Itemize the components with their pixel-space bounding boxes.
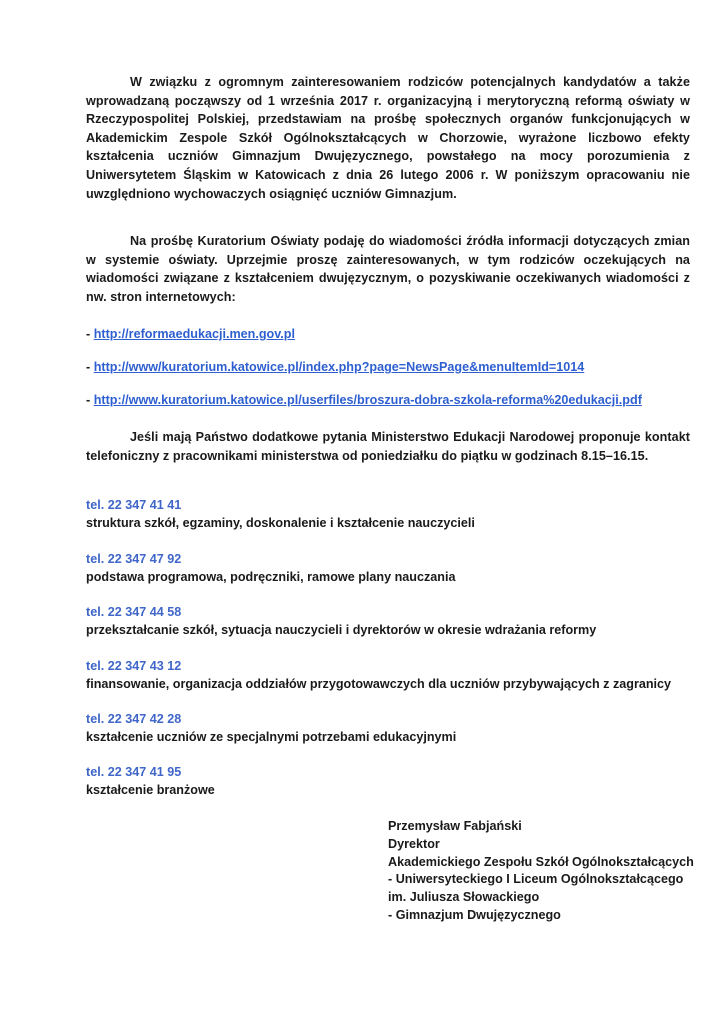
intro-paragraph <box>86 73 690 203</box>
contact-entry <box>86 710 456 746</box>
contact-entry <box>86 496 475 532</box>
signature-name: Przemysław Fabjański <box>388 819 522 833</box>
link-kuratorium-news[interactable]: http://www/kuratorium.katowice.pl/index.php?page=NewsPage&menuItemId=1014 <box>93 360 585 374</box>
intro-text: W związku z ogromnym zainteresowaniem rodziców potencjalnych kandydatów a także wprowadzaną począwszy od 1 września 2017 r. organizacyjną i merytoryczną reformą oświaty w Rzeczypospolitej Polskiej, przedstawiam na prośbę społecznych organów funkcjonujących w Akademickim Zespole Szkół Ogólnokształcących w Chorzowie, wyrażone liczbowo efekty kształcenia uczniów Gimnazjum Dwujęzycznego, powstałego na mocy porozumienia z Uniwersytetem Śląskim w Katowicach z dnia 26 lutego 2006 r. W poniższym opracowaniu nie uwzględniono wychowaczych osiągnięć uczniów Gimnazjum. <box>86 75 690 201</box>
contact-phone: tel. 22 347 41 41 <box>86 498 182 512</box>
contact-phone: tel. 22 347 41 95 <box>86 765 182 779</box>
contact-topic: finansowanie, organizacja oddziałów przygotowawczych dla uczniów przybywających z zagranicy <box>86 677 672 691</box>
contact-phone: tel. 22 347 47 92 <box>86 552 182 566</box>
contact-phone: tel. 22 347 43 12 <box>86 659 182 673</box>
questions-paragraph <box>86 428 690 465</box>
link-reformaedukacji[interactable]: http://reformaedukacji.men.gov.pl <box>93 327 295 341</box>
signature-title: Dyrektor <box>388 836 440 851</box>
contact-entry <box>86 657 671 693</box>
signature-block <box>388 818 694 925</box>
link-prefix: - <box>86 360 94 374</box>
link-prefix: - <box>86 327 94 341</box>
contact-phone: tel. 22 347 42 28 <box>86 712 182 726</box>
sources-text: Na prośbę Kuratorium Oświaty podaję do wiadomości źródła informacji dotyczących zmian w systemie oświaty. Uprzejmie proszę zainteresowanych, w tym rodziców oczekujących na wiadomości związane z kształceniem dwujęzycznym, o pozyskiwanie oczekiwanych wiadomości z nw. stron internetowych: <box>86 234 690 304</box>
contact-phone: tel. 22 347 44 58 <box>86 605 182 619</box>
contact-entry <box>86 603 596 639</box>
signature-line: - Uniwersyteckiego I Liceum Ogólnokształcącego <box>388 872 684 887</box>
contact-entry <box>86 763 215 799</box>
link-item <box>86 358 584 376</box>
link-item <box>86 325 295 343</box>
contact-topic: podstawa programowa, podręczniki, ramowe plany nauczania <box>86 570 456 584</box>
questions-text: Jeśli mają Państwo dodatkowe pytania Ministerstwo Edukacji Narodowej proponuje kontakt telefoniczny z pracownikami ministerstwa od poniedziałku do piątku w godzinach 8.15–16.15. <box>86 430 690 463</box>
link-item <box>86 391 642 409</box>
contact-entry <box>86 550 456 586</box>
signature-line: - Gimnazjum Dwujęzycznego <box>388 907 561 922</box>
link-prefix: - <box>86 393 94 407</box>
sources-paragraph <box>86 232 690 306</box>
signature-line: Akademickiego Zespołu Szkół Ogólnokształcących <box>388 854 694 869</box>
contact-topic: struktura szkół, egzaminy, doskonalenie i kształcenie nauczycieli <box>86 516 475 530</box>
contact-topic: przekształcanie szkół, sytuacja nauczycieli i dyrektorów w okresie wdrażania reformy <box>86 623 597 637</box>
link-kuratorium-broszura[interactable]: http://www.kuratorium.katowice.pl/userfiles/broszura-dobra-szkola-reforma%20edukacji.pdf <box>93 393 642 407</box>
contact-topic: kształcenie branżowe <box>86 783 215 797</box>
contact-topic: kształcenie uczniów ze specjalnymi potrzebami edukacyjnymi <box>86 730 457 744</box>
signature-line: im. Juliusza Słowackiego <box>388 890 540 905</box>
